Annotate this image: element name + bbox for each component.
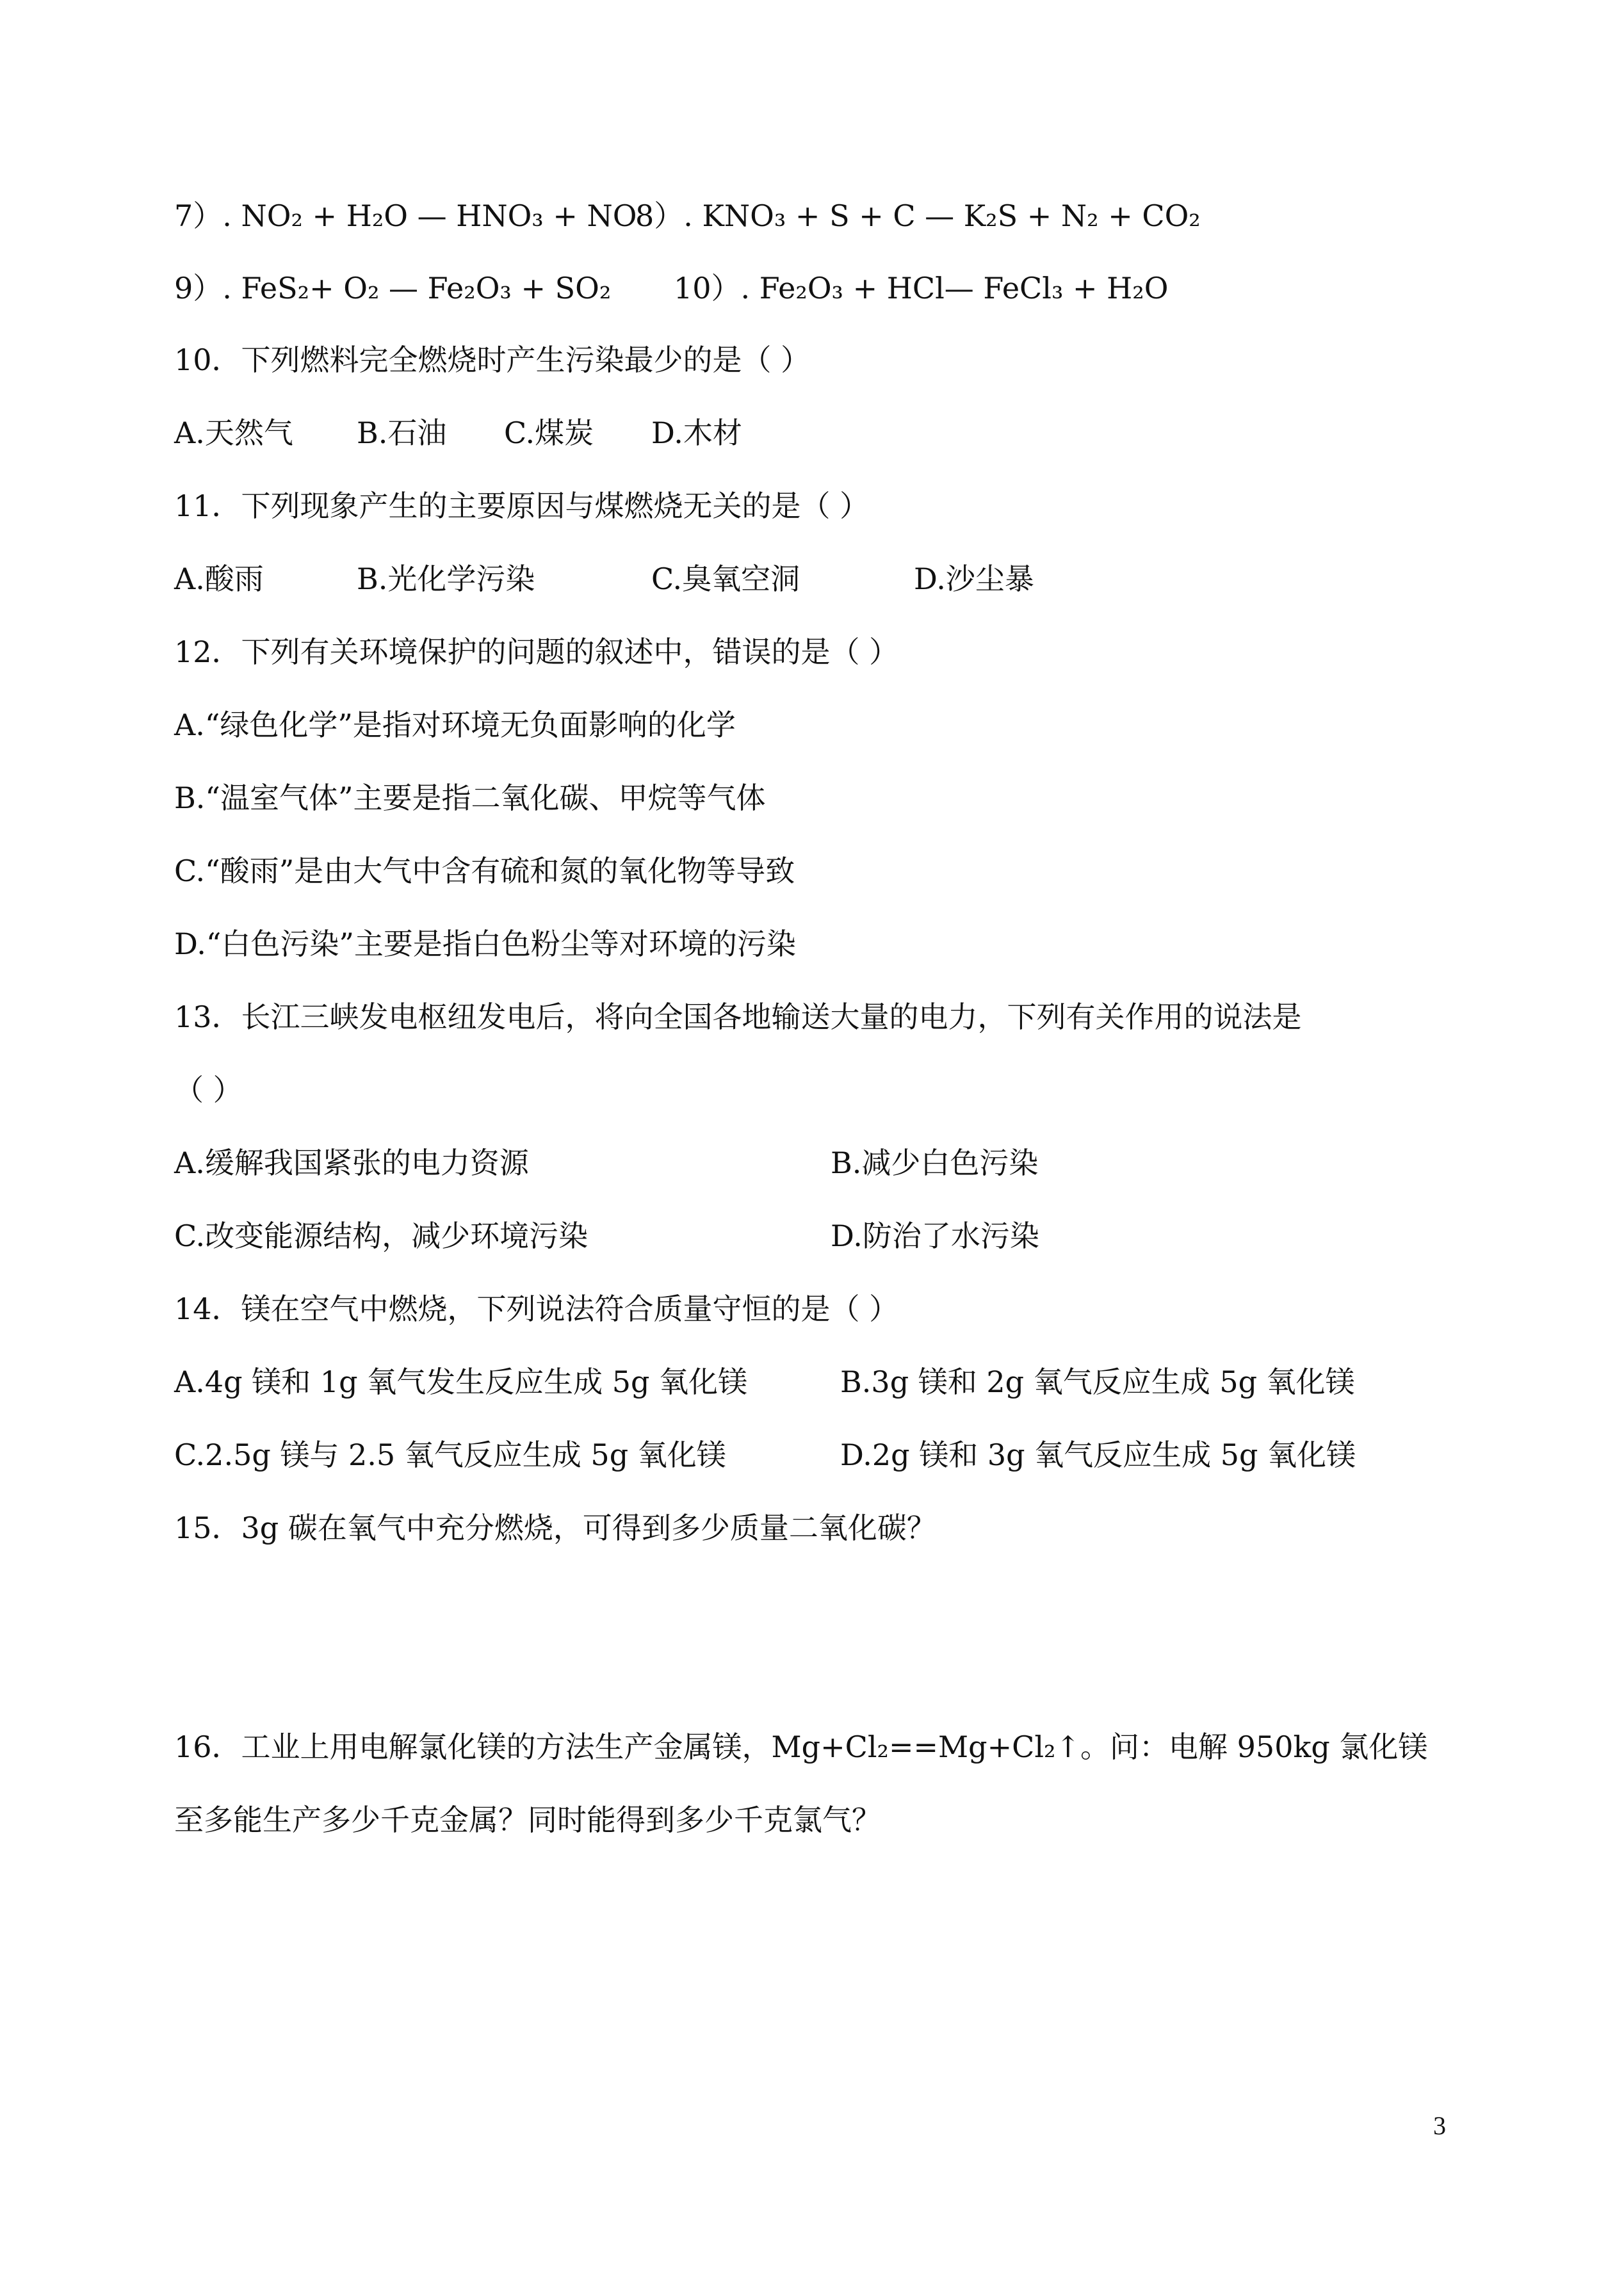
page-number: 3 (1433, 2111, 1446, 2140)
question-13-stem: 13．长江三峡发电枢纽发电后，将向全国各地输送大量的电力，下列有关作用的说法是 (174, 1000, 1302, 1034)
question-16-stem-continued: 至多能生产多少千克金属？同时能得到多少千克氯气？ (174, 1803, 881, 1837)
question-10-option-d: D.木材 (651, 416, 742, 450)
question-11-stem: 11．下列现象产生的主要原因与煤燃烧无关的是（ ） (174, 489, 870, 523)
question-15-stem: 15．3g 碳在氧气中充分燃烧，可得到多少质量二氧化碳？ (174, 1511, 936, 1545)
question-13-option-a: A.缓解我国紧张的电力资源 (174, 1146, 529, 1180)
question-12-option-d: D.“白色污染”主要是指白色粉尘等对环境的污染 (174, 927, 796, 961)
question-10-option-c: C.煤炭 (504, 416, 594, 450)
question-13-option-b: B.减少白色污染 (831, 1146, 1039, 1180)
equation-10: 10）. Fe₂O₃ + HCl— FeCl₃ + H₂O (674, 271, 1169, 305)
question-14-option-d: D.2g 镁和 3g 氧气反应生成 5g 氧化镁 (840, 1438, 1356, 1472)
question-10-option-b: B.石油 (357, 416, 447, 450)
question-11-option-b: B.光化学污染 (357, 562, 535, 596)
question-16-stem: 16．工业上用电解氯化镁的方法生产金属镁，Mg+Cl₂==Mg+Cl₂↑。问：电解 950kg 氯化镁 (174, 1730, 1428, 1764)
question-12-option-a: A.“绿色化学”是指对环境无负面影响的化学 (174, 708, 736, 742)
equation-7: 7）. NO₂ + H₂O — HNO₃ + NO (174, 199, 637, 233)
question-14-option-a: A.4g 镁和 1g 氧气发生反应生成 5g 氧化镁 (174, 1365, 748, 1399)
question-13-option-d: D.防治了水污染 (831, 1219, 1039, 1253)
question-13-option-c: C.改变能源结构，减少环境污染 (174, 1219, 589, 1253)
question-14-option-c: C.2.5g 镁与 2.5 氧气反应生成 5g 氧化镁 (174, 1438, 726, 1472)
question-13-stem-continued: （ ） (174, 1073, 243, 1107)
question-12-stem: 12．下列有关环境保护的问题的叙述中，错误的是（ ） (174, 635, 899, 669)
question-10-stem: 10．下列燃料完全燃烧时产生污染最少的是（ ） (174, 343, 811, 377)
question-14-option-b: B.3g 镁和 2g 氧气反应生成 5g 氧化镁 (840, 1365, 1355, 1399)
question-11-option-c: C.臭氧空洞 (651, 562, 800, 596)
equation-9: 9）. FeS₂+ O₂ — Fe₂O₃ + SO₂ (174, 271, 612, 305)
question-11-option-d: D.沙尘暴 (914, 562, 1034, 596)
question-12-option-b: B.“温室气体”主要是指二氧化碳、甲烷等气体 (174, 781, 766, 815)
question-14-stem: 14．镁在空气中燃烧，下列说法符合质量守恒的是（ ） (174, 1292, 899, 1326)
question-12-option-c: C.“酸雨”是由大气中含有硫和氮的氧化物等导致 (174, 854, 795, 888)
question-10-option-a: A.天然气 (174, 416, 293, 450)
equation-8: 8）. KNO₃ + S + C — K₂S + N₂ + CO₂ (635, 199, 1201, 233)
question-11-option-a: A.酸雨 (174, 562, 264, 596)
